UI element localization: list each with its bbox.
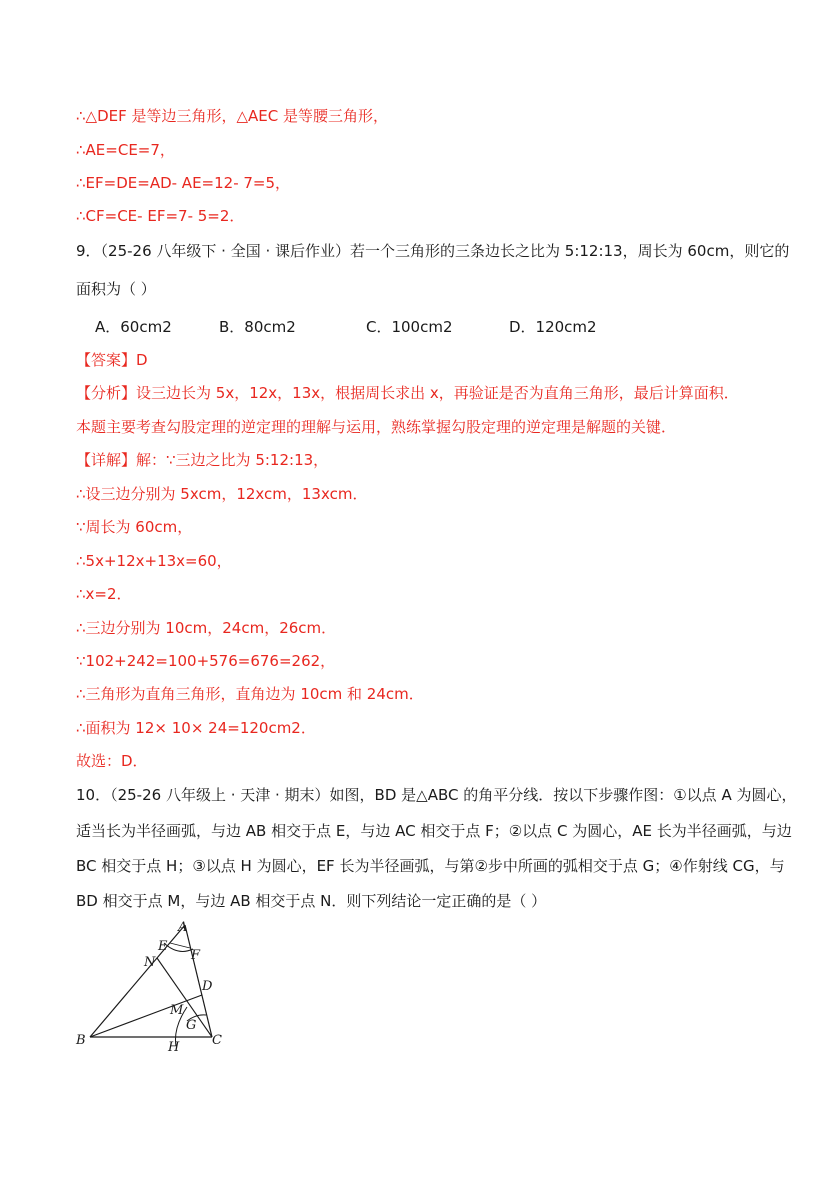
detail-tag: 【详解】 [76, 451, 137, 469]
q9-detail-line-3: ∵周长为 60cm， [76, 518, 193, 536]
q9-analysis-line-2: 本题主要考查勾股定理的逆定理的理解与运用，熟练掌握勾股定理的逆定理是解题的关键． [76, 418, 677, 436]
q10-stem-line-3: BC 相交于点 H；③以点 H 为圆心，EF 长为半径画弧，与第②步中所画的弧相交于点 G；④作射线 CG，与 [76, 857, 785, 875]
q9-detail [76, 450, 328, 470]
q9-options [0, 317, 832, 337]
q9-detail-line-8: ∴三角形为直角三角形，直角边为 10cm 和 24cm． [76, 685, 424, 703]
q9-detail-line-9: ∴面积为 12× 10× 24=120cm2． [76, 719, 316, 737]
answer-value: D [136, 351, 148, 369]
label-m: M [170, 1003, 184, 1018]
q9-detail-line-2: ∴设三边分别为 5xcm，12xcm，13xcm． [76, 485, 368, 503]
analysis-tag: 【分析】 [76, 384, 137, 402]
q9-detail-line-4: ∴5x+12x+13x=60， [76, 552, 232, 570]
side-ab [90, 925, 185, 1037]
label-d: D [202, 979, 213, 994]
label-g: G [186, 1018, 197, 1033]
label-e: E [158, 939, 168, 954]
q9-option-a: A．60cm2 [95, 318, 172, 336]
detail-line-1: 解：∵三边之比为 5:12:13， [136, 451, 329, 469]
q9-detail-line-6: ∴三边分别为 10cm，24cm，26cm． [76, 619, 337, 637]
label-a: A [178, 920, 188, 935]
label-c: C [212, 1033, 222, 1048]
prev-solution-line-4: ∴CF=CE- EF=7- 5=2． [76, 207, 245, 225]
q9-option-b: B．80cm2 [219, 318, 296, 336]
q10-stem-line-4: BD 相交于点 M，与边 AB 相交于点 N．则下列结论一定正确的是（ ） [76, 892, 547, 910]
q9-detail-line-10: 故选：D． [76, 752, 148, 770]
segment-ef [170, 943, 190, 948]
analysis-text: 设三边长为 5x，12x，13x，根据周长求出 x，再验证是否为直角三角形，最后计算面积． [136, 384, 739, 402]
q9-stem-line-2: 面积为（ ） [76, 280, 156, 298]
q10-stem-line-2: 适当长为半径画弧，与边 AB 相交于点 E，与边 AC 相交于点 F；②以点 C 为圆心，AE 长为半径画弧，与边 [76, 822, 792, 840]
label-h: H [168, 1040, 180, 1055]
q10-stem-line-1: 10．（25-26 八年级上 · 天津 · 期末）如图，BD 是△ABC 的角平分线．按以下步骤作图：①以点 A 为圆心， [76, 786, 797, 804]
q9-answer [76, 350, 148, 370]
q9-option-c: C．100cm2 [366, 318, 453, 336]
answer-tag: 【答案】 [76, 351, 137, 369]
label-n: N [144, 955, 156, 970]
q9-stem-line-1: 9．（25-26 八年级下 · 全国 · 课后作业）若一个三角形的三条边长之比为 5:12:13，周长为 60cm，则它的 [76, 242, 790, 260]
label-f: F [191, 948, 201, 963]
q9-detail-line-7: ∵102+242=100+576=676=262， [76, 652, 336, 670]
prev-solution-line-1: ∴△DEF 是等边三角形，△AEC 是等腰三角形， [76, 107, 389, 125]
label-b: B [76, 1033, 86, 1048]
ray-cn [157, 958, 212, 1037]
triangle-figure [70, 918, 240, 1058]
q9-detail-line-5: ∴x=2． [76, 585, 132, 603]
q9-option-d: D．120cm2 [509, 318, 597, 336]
q9-analysis [76, 383, 739, 403]
prev-solution-line-2: ∴AE=CE=7， [76, 141, 175, 159]
prev-solution-line-3: ∴EF=DE=AD- AE=12- 7=5， [76, 174, 291, 192]
